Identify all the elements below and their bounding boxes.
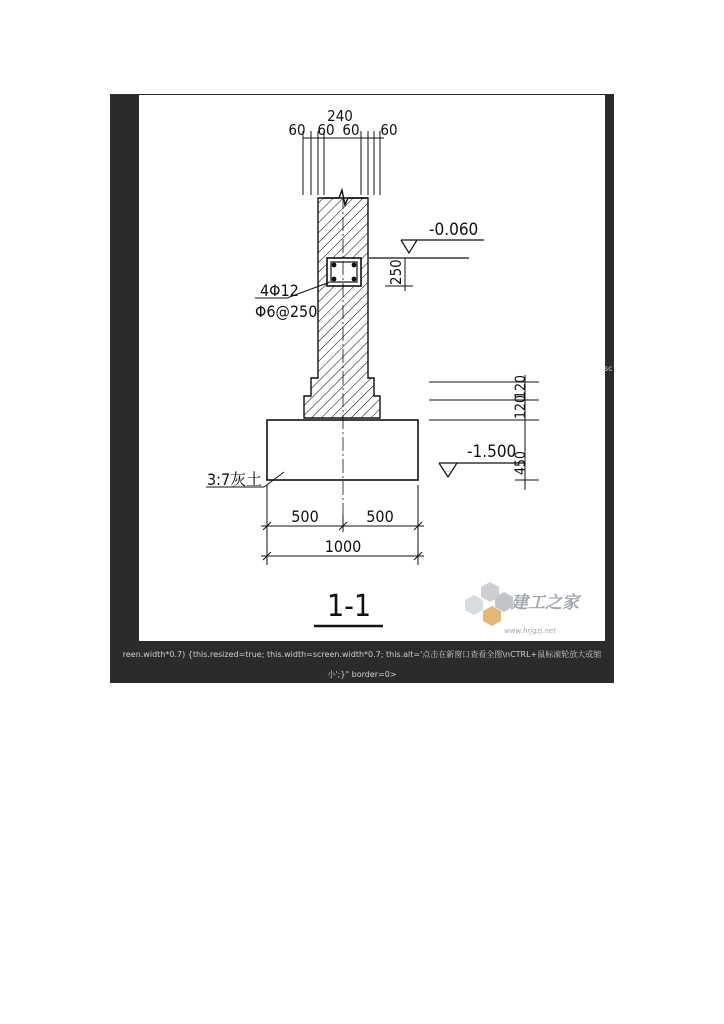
- dim-step-2: 120: [513, 394, 529, 419]
- dim-footing-right: 500: [366, 507, 394, 526]
- side-code-text: sc: [604, 364, 613, 373]
- material-label: 3:7灰土: [207, 470, 263, 489]
- level-marker-top: [369, 240, 484, 258]
- watermark-url: www.hrjgzj.net: [504, 627, 556, 635]
- dim-step-1: 120: [513, 374, 529, 399]
- dim-footing-height: 450: [513, 450, 529, 475]
- image-caption: [110, 645, 614, 685]
- dim-beam-height: 250: [387, 259, 405, 285]
- drawing-svg: [139, 95, 605, 641]
- rebar-stirrup-label: Φ6@250: [255, 302, 318, 321]
- watermark-name: 建工之家: [511, 593, 579, 613]
- watermark: [465, 582, 513, 626]
- dim-footing-left: 500: [291, 507, 319, 526]
- dim-top-right-b: 60: [380, 121, 398, 139]
- level-top-label: -0.060: [429, 220, 479, 240]
- level-bottom-label: -1.500: [467, 442, 517, 462]
- caption-line-2: 小';}" border=0>: [327, 670, 397, 679]
- rebar-main-label: 4Φ12: [260, 281, 299, 300]
- dim-top-left-b: 60: [317, 121, 335, 139]
- dim-footing-total: 1000: [324, 537, 362, 556]
- dim-top-left-a: 60: [288, 121, 306, 139]
- top-dimensions: [303, 131, 384, 195]
- dim-top-right-a: 60: [342, 121, 360, 139]
- dim-top-total: 240: [327, 107, 353, 125]
- lime-soil-cushion: [267, 420, 418, 480]
- caption-line-1: reen.width*0.7) {this.resized=true; this.width=screen.width*0.7; this.alt='点击在新窗口查看全图\nCTRL+鼠标滚轮放大或缩: [122, 650, 602, 659]
- section-label: 1-1: [326, 589, 372, 624]
- foundation-section-drawing: [139, 95, 605, 641]
